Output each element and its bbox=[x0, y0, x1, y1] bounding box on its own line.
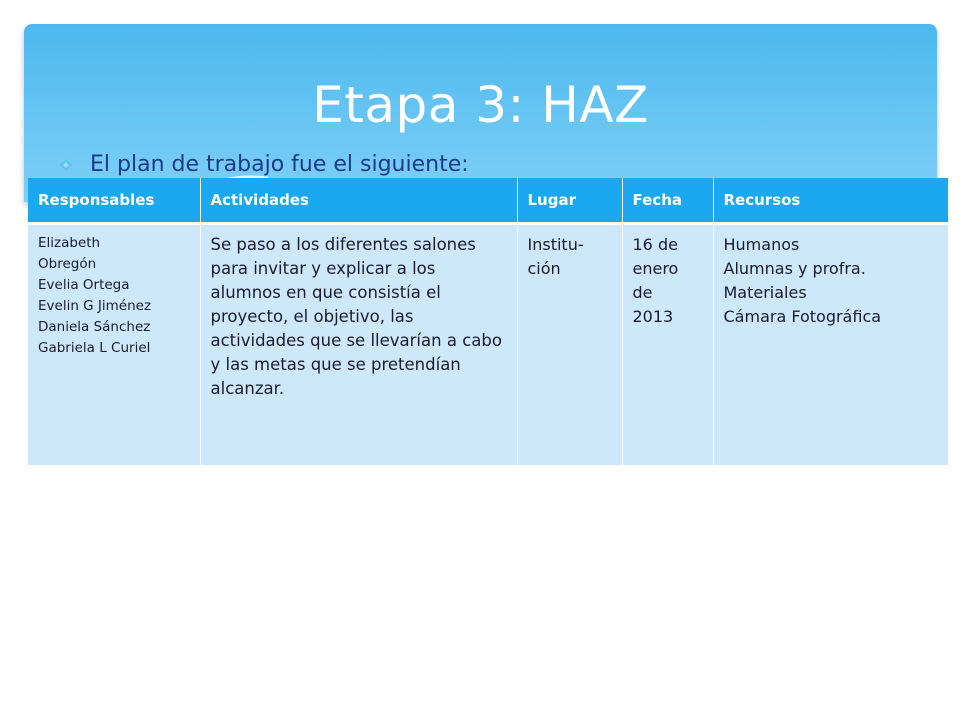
cell-responsables: Elizabeth Obregón Evelia Ortega Evelin G Jiménez Daniela Sánchez Gabriela L Curiel bbox=[28, 224, 200, 466]
bullet-text: El plan de trabajo fue el siguiente: bbox=[90, 152, 469, 177]
slide-header bbox=[24, 24, 937, 202]
header-fecha: Fecha bbox=[622, 178, 713, 224]
table-header-row bbox=[28, 178, 948, 224]
slide-title: Etapa 3: HAZ bbox=[312, 76, 649, 134]
header-lugar: Lugar bbox=[517, 178, 622, 224]
diamond-bullet-icon bbox=[60, 159, 72, 171]
table-row bbox=[28, 224, 948, 466]
header-responsables: Responsables bbox=[28, 178, 200, 224]
header-actividades: Actividades bbox=[200, 178, 517, 224]
cell-recursos: Humanos Alumnas y profra. Materiales Cámara Fotográfica bbox=[713, 224, 948, 466]
cell-fecha: 16 de enero de 2013 bbox=[622, 224, 713, 466]
cell-lugar: Institu- ción bbox=[517, 224, 622, 466]
work-plan-table bbox=[28, 178, 949, 465]
cell-actividades: Se paso a los diferentes salones para invitar y explicar a los alumnos en que consistía el proyecto, el objetivo, las actividades que se llevarían a cabo y las metas que se pretendían alcanzar. bbox=[200, 224, 517, 466]
header-recursos: Recursos bbox=[713, 178, 948, 224]
